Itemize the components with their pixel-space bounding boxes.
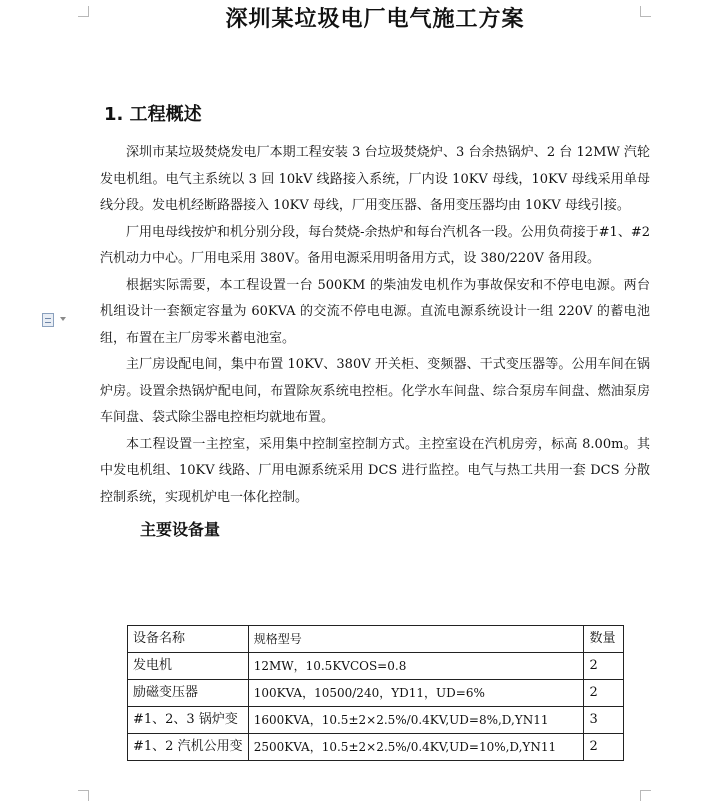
paragraph: 厂用电母线按炉和机分别分段，每台焚烧-余热炉和每台汽机各一段。公用负荷接于#1、#2 汽机动力中心。厂用电采用 380V。备用电源采用明备用方式，设 380/220V 备用段。	[100, 224, 650, 266]
table-cell: #1、2、3 锅炉变	[128, 707, 249, 734]
table-cell: 3	[584, 707, 624, 734]
table-cell: 发电机	[128, 653, 249, 680]
section-heading-overview: 1. 工程概述	[104, 104, 202, 125]
paragraph: 深圳市某垃圾焚烧发电厂本期工程安装 3 台垃圾焚烧炉、3 台余热锅炉、2 台 12MW 汽轮发电机组。电气主系统以 3 回 10kV 线路接入系统，厂内设 10KV 母线，10KV 母线采用单母线分段。发电机经断路器接入 10KV 母线，厂用变压器、备用变压器均由 10KV 母线引接。	[100, 145, 650, 213]
table-row	[128, 707, 624, 734]
paragraph: 主厂房设配电间，集中布置 10KV、380V 开关柜、变频器、干式变压器等。公用车间在锅炉房。设置余热锅炉配电间，布置除灰系统电控柜。化学水车间盘、综合泵房车间盘、燃油泵房车间盘、袋式除尘器电控柜均就地布置。	[100, 357, 650, 425]
table-row	[128, 680, 624, 707]
equipment-table	[127, 625, 624, 761]
page-corner-mark	[78, 6, 89, 17]
paragraph: 本工程设置一主控室，采用集中控制室控制方式。主控室设在汽机房旁，标高 8.00m。其中发电机组、10KV 线路、厂用电源系统采用 DCS 进行监控。电气与热工共用一套 DCS 分散控制系统，实现机炉电一体化控制。	[100, 436, 650, 505]
table-cell: 2	[584, 680, 624, 707]
table-header-row	[128, 626, 624, 653]
document-page	[100, 0, 650, 543]
table-cell: 12MW，10.5KVCOS=0.8	[248, 653, 584, 680]
table-cell: 2	[584, 653, 624, 680]
chevron-down-icon[interactable]	[60, 317, 66, 321]
document-title: 深圳某垃圾电厂电气施工方案	[225, 7, 525, 32]
table-cell: 2	[584, 734, 624, 761]
page-corner-mark	[640, 790, 651, 801]
table-cell: 2500KVA，10.5±2×2.5%/0.4KV,UD=10%,D,YN11	[248, 734, 584, 761]
document-layout-icon[interactable]	[42, 313, 54, 327]
page-corner-mark	[78, 790, 89, 801]
table-row	[128, 653, 624, 680]
table-header-cell: 数量	[584, 626, 624, 653]
table-header-cell: 规格型号	[248, 626, 584, 653]
paragraph: 根据实际需要，本工程设置一台 500KM 的柴油发电机作为事故保安和不停电电源。两台机组设计一套额定容量为 60KVA 的交流不停电电源。直流电源系统设计一组 220V 的蓄电池组，布置在主厂房零米蓄电池室。	[100, 277, 650, 346]
table-cell: 100KVA，10500/240，YD11，UD=6%	[248, 680, 584, 707]
table-cell: #1、2 汽机公用变	[128, 734, 249, 761]
table-row	[128, 734, 624, 761]
table-cell: 1600KVA，10.5±2×2.5%/0.4KV,UD=8%,D,YN11	[248, 707, 584, 734]
table-header-cell: 设备名称	[128, 626, 249, 653]
table-cell: 励磁变压器	[128, 680, 249, 707]
section-heading-equipment: 主要设备量	[140, 520, 221, 539]
overview-body	[100, 140, 650, 511]
